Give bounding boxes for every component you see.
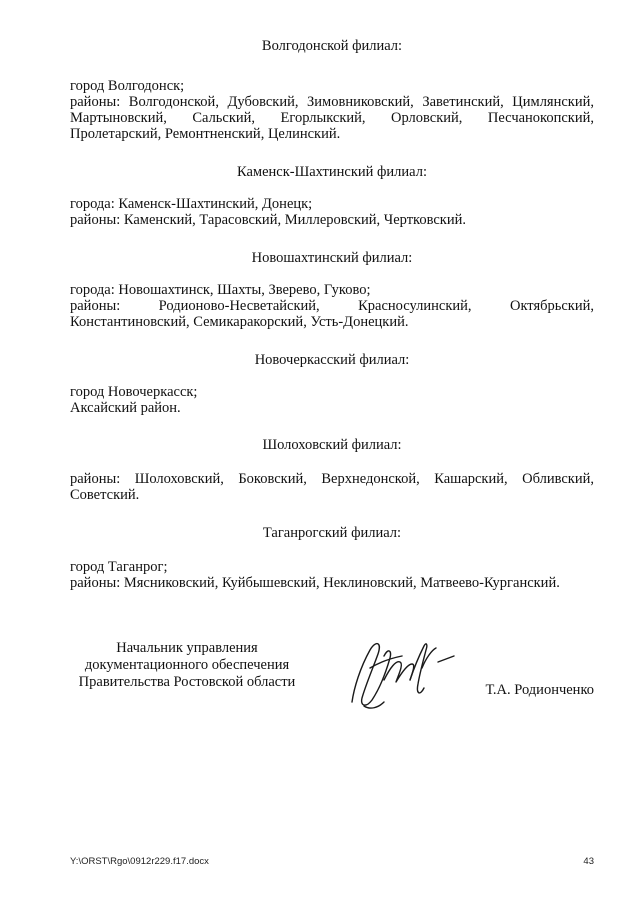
signatory-position-line: Начальник управления (116, 640, 258, 656)
section-heading-kamensk: Каменск-Шахтинский филиал: (236, 164, 427, 180)
section-line: Константиновский, Семикаракорский, Усть-Донецкий. (70, 314, 409, 330)
section-line: Советский. (70, 487, 140, 503)
section-heading-volgodonsk: Волгодонской филиал: (261, 38, 403, 54)
signatory-position (62, 640, 312, 691)
section-line: город Таганрог; (70, 559, 168, 575)
page-number: 43 (583, 856, 594, 867)
section-line: Пролетарский, Ремонтненский, Целинский. (70, 126, 341, 142)
signatory-position-line: Правительства Ростовской области (78, 674, 296, 690)
section-heading-novocherkassk: Новочеркасский филиал: (254, 352, 410, 368)
section-line: города: Новошахтинск, Шахты, Зверево, Гуково; (70, 282, 371, 298)
section-line: город Волгодонск; (70, 78, 185, 94)
footer-file-path: Y:\ORST\Rgo\0912r229.f17.docx (70, 856, 209, 867)
signatory-position-line: документационного обеспечения (84, 657, 290, 673)
section-heading-novoshakhtinsk: Новошахтинский филиал: (251, 250, 413, 266)
section-line: Мартыновский, Сальский, Егорлыкский, Орловский, Песчанокопский, (70, 110, 594, 126)
section-line: города: Каменск-Шахтинский, Донецк; (70, 196, 313, 212)
section-line: районы: Родионово-Несветайский, Красносулинский, Октябрьский, (70, 298, 594, 314)
section-line: районы: Каменский, Тарасовский, Миллеровский, Чертковский. (70, 212, 466, 228)
section-heading-taganrog: Таганрогский филиал: (262, 525, 402, 541)
section-line: районы: Волгодонской, Дубовский, Зимовниковский, Заветинский, Цимлянский, (70, 94, 594, 110)
section-heading-sholokhov: Шолоховский филиал: (262, 437, 402, 453)
section-line: город Новочеркасск; (70, 384, 198, 400)
section-line: Аксайский район. (70, 400, 181, 416)
section-line: районы: Шолоховский, Боковский, Верхнедонской, Кашарский, Обливский, (70, 471, 594, 487)
section-line: районы: Мясниковский, Куйбышевский, Неклиновский, Матвеево-Курганский. (70, 575, 560, 591)
signatory-name: Т.А. Родионченко (485, 682, 594, 698)
handwritten-signature (340, 628, 460, 718)
